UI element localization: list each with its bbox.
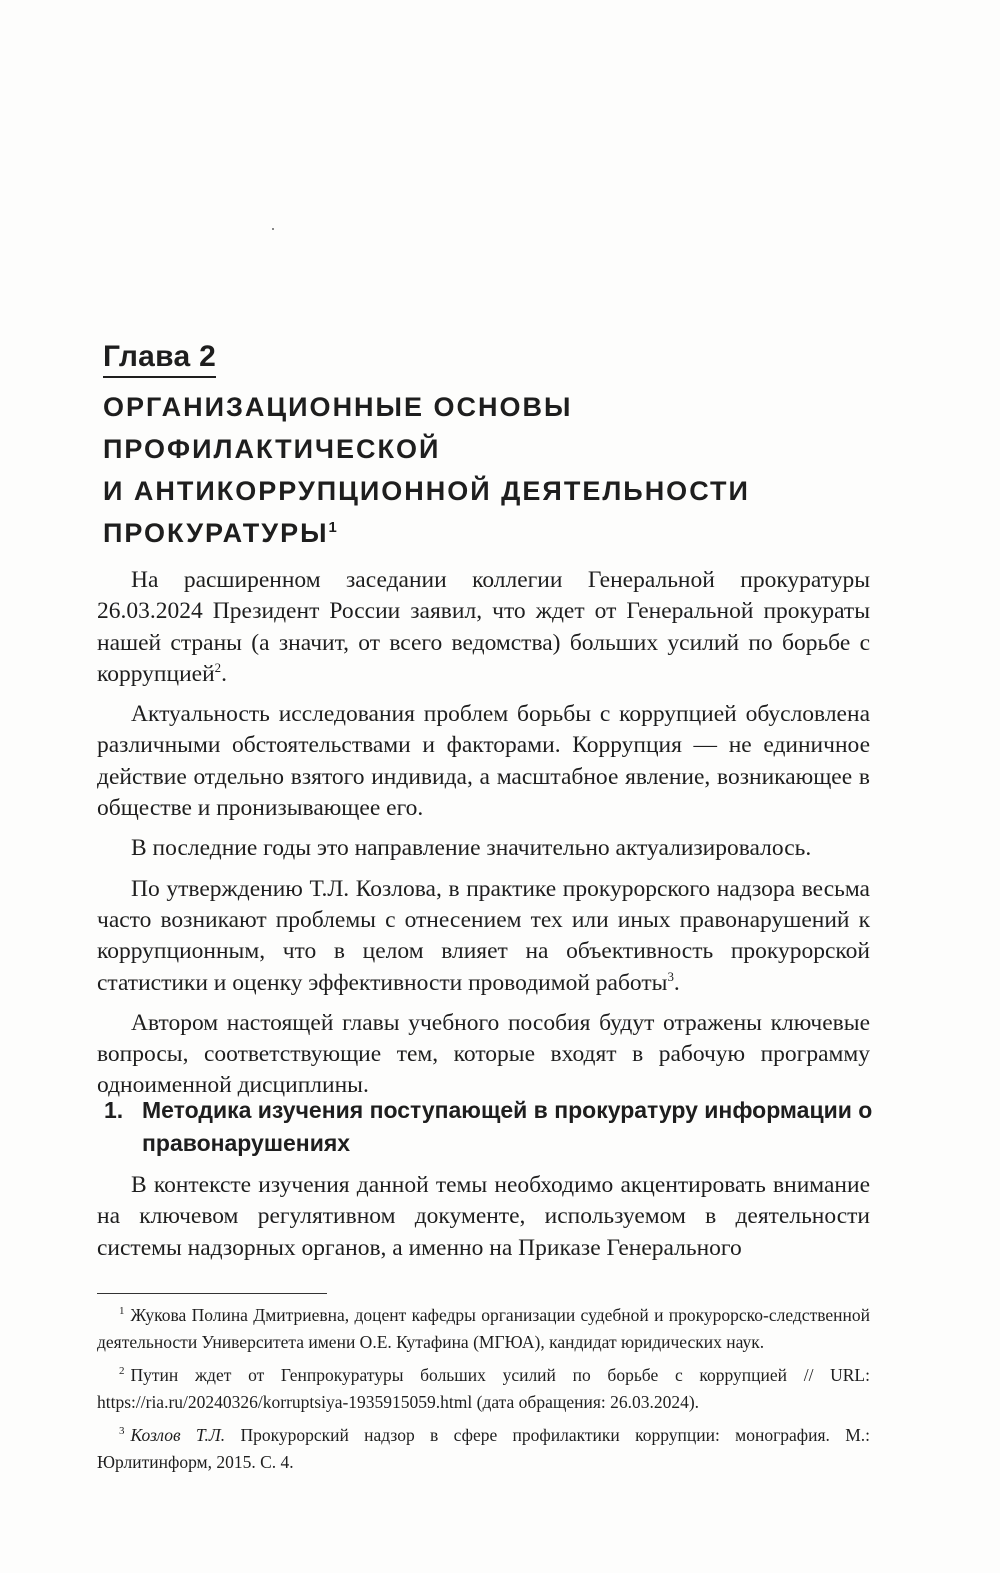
footnote-ref[interactable]: 2 (214, 660, 222, 676)
footnote-author: Козлов Т.Л. (130, 1425, 226, 1445)
paragraph-end: . (221, 660, 227, 687)
paragraph (97, 833, 870, 864)
footnote-mark: 2 (119, 1365, 125, 1378)
paragraph-text: В последние годы это направление значительно актуализировалось. (131, 835, 812, 862)
footnotes (97, 1302, 870, 1482)
section-title: Методика изучения поступающей в прокуратуру информации о правонарушениях (142, 1097, 873, 1156)
chapter-title-line: И АНТИКОРРУПЦИОННОЙ ДЕЯТЕЛЬНОСТИ (103, 476, 750, 506)
paragraph (97, 699, 870, 824)
chapter-body (97, 565, 870, 1111)
paragraph-text: Автором настоящей главы учебного пособия будут отражены ключевые вопросы, соответствующие тем, которые входят в рабочую программу одноименной дисциплины. (97, 1009, 870, 1099)
paragraph-text: Актуальность исследования проблем борьбы с коррупцией обусловлена различными обстоятельствами и факторами. Коррупция — не единичное действие отдельно взятого индивида, а масштабное явление, возникающее в обществе и пронизывающее его. (97, 701, 870, 822)
footnote-text: Путин ждет от Генпрокуратуры больших усилий по борьбе с коррупцией // URL: https://ria.ru/20240326/korruptsiya-1935915059.html (дата обращения: 26.03.2024). (97, 1365, 870, 1412)
chapter-title-line-text: ПРОКУРАТУРЫ (103, 518, 329, 548)
paragraph-text: В контексте изучения данной темы необходимо акцентировать внимание на ключевом регулятивном документе, используемом в деятельности системы надзорных органов, а именно на Приказе Генерального (97, 1172, 870, 1261)
footnote-mark: 1 (119, 1305, 125, 1318)
section-body (97, 1170, 870, 1273)
footnote-ref[interactable]: 1 (328, 520, 339, 536)
paragraph-text: По утверждению Т.Л. Козлова, в практике прокурорского надзора весьма часто возникают проблемы с отнесением тех или иных правонарушений к коррупционным, что в целом влияет на объективность прокурорской статистики и оценку эффективности проводимой работы (97, 875, 870, 996)
footnote-separator (97, 1293, 327, 1294)
footnote-ref[interactable]: 3 (667, 968, 674, 984)
chapter-title-line (103, 512, 883, 554)
paragraph (97, 874, 870, 999)
paragraph (97, 1008, 870, 1102)
footnote (97, 1362, 870, 1416)
chapter-title-line: ОРГАНИЗАЦИОННЫЕ ОСНОВЫ (103, 392, 573, 422)
footnote (97, 1302, 870, 1356)
section-heading (104, 1094, 874, 1160)
footnote (97, 1422, 870, 1476)
scan-speck (272, 228, 274, 230)
paragraph (97, 1170, 870, 1264)
chapter-label: Глава 2 (103, 340, 216, 378)
paragraph-text: На расширенном заседании коллегии Генеральной прокуратуры 26.03.2024 Президент России заявил, что ждет от Генеральной прокураты нашей страны (а значит, от всего ведомства) больших усилий по борьбе с коррупцией (97, 567, 870, 687)
section-number: 1. (104, 1097, 124, 1123)
chapter-title-line: ПРОФИЛАКТИЧЕСКОЙ (103, 434, 441, 464)
chapter-title (103, 386, 883, 554)
paragraph-end: . (673, 969, 680, 996)
paragraph (97, 565, 870, 690)
footnote-text: Жукова Полина Дмитриевна, доцент кафедры организации судебной и прокурорско-следственной деятельности Университета имени О.Е. Кутафина (МГЮА), кандидат юридических наук. (97, 1305, 870, 1352)
footnote-mark: 3 (119, 1425, 125, 1438)
footnote-text: Прокурорский надзор в сфере профилактики коррупции: монография. М.: Юрлитинформ, 2015. С. 4. (97, 1425, 871, 1472)
